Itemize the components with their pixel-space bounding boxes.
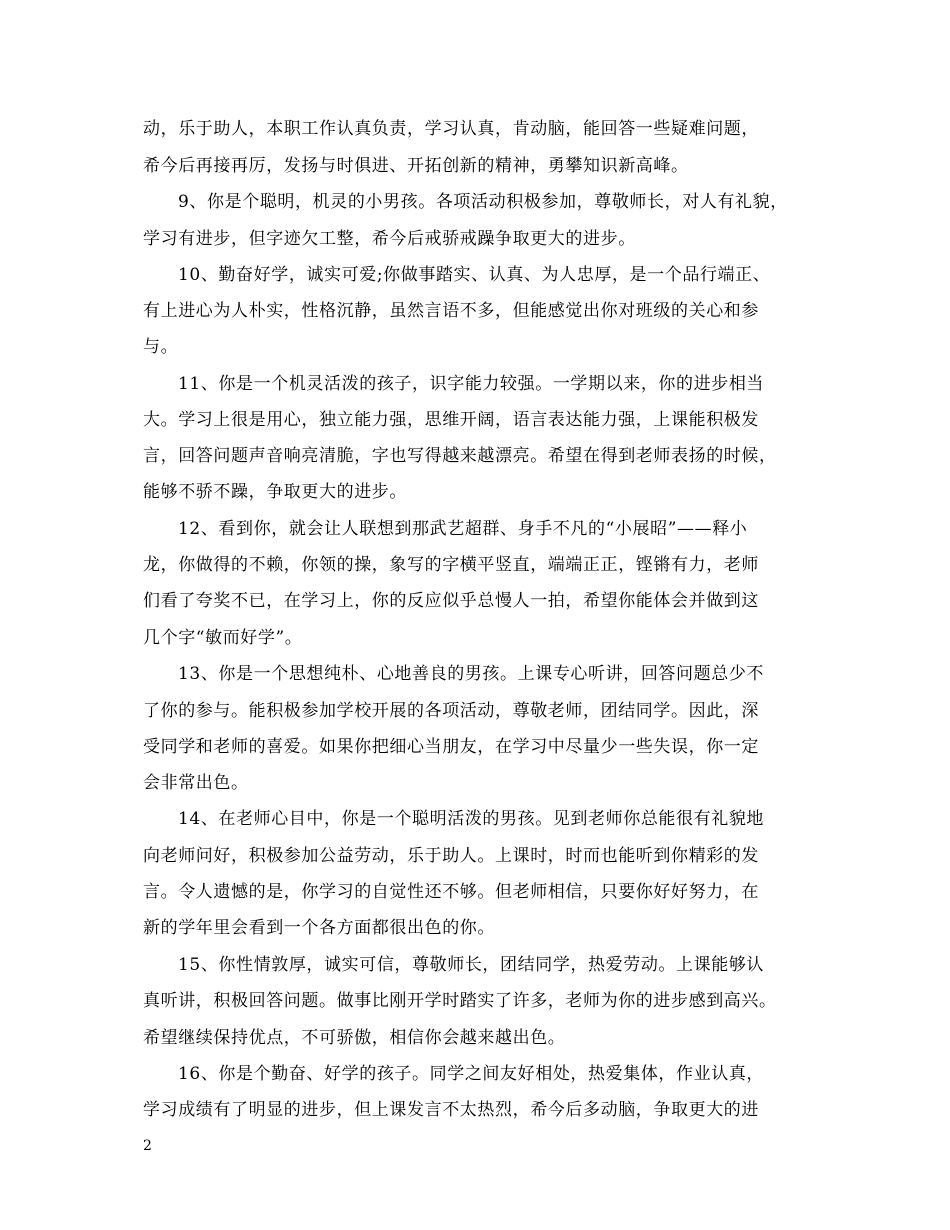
paragraph-12-start: 12、看到你，就会让人联想到那武艺超群、身手不凡的“小展昭”——释小 — [178, 519, 748, 539]
paragraph-16-start: 16、你是个勤奋、好学的孩子。同学之间友好相处，热爱集体，作业认真， — [178, 1064, 765, 1084]
text-line: 新的学年里会看到一个各方面都很出色的你。 — [143, 918, 495, 938]
page-number: 2 — [143, 1138, 152, 1154]
text-line: 向老师问好，积极参加公益劳动，乐于助人。上课时，时而也能听到你精彩的发 — [143, 846, 759, 866]
paragraph-9-start: 9、你是个聪明，机灵的小男孩。各项活动积极参加，尊敬师长，对人有礼貌， — [178, 192, 788, 212]
paragraph-13-start: 13、你是一个思想纯朴、心地善良的男孩。上课专心听讲，回答问题总少不 — [178, 664, 765, 684]
text-line: 真听讲，积极回答问题。做事比刚开学时踏实了许多，老师为你的进步感到高兴。 — [143, 991, 777, 1011]
text-line: 们看了夸奖不已，在学习上，你的反应似乎总慢人一拍，希望你能体会并做到这 — [143, 591, 759, 611]
text-line: 希望继续保持优点，不可骄傲，相信你会越来越出色。 — [143, 1028, 566, 1048]
text-line: 会非常出色。 — [143, 773, 249, 793]
text-line: 受同学和老师的喜爱。如果你把细心当朋友，在学习中尽量少一些失误，你一定 — [143, 737, 759, 757]
text-line: 希今后再接再厉，发扬与时俱进、开拓创新的精神，勇攀知识新高峰。 — [143, 156, 689, 176]
text-line: 与。 — [143, 337, 179, 357]
paragraph-10-start: 10、勤奋好学，诚实可爱;你做事踏实、认真、为人忠厚，是一个品行端正、 — [178, 265, 771, 285]
paragraph-15-start: 15、你性情敦厚，诚实可信，尊敬师长，团结同学，热爱劳动。上课能够认 — [178, 955, 765, 975]
text-line: 龙，你做得的不赖，你领的操，象写的字横平竖直，端端正正，铿锵有力，老师 — [143, 555, 759, 575]
text-line: 学习有进步，但字迹欠工整，希今后戒骄戒躁争取更大的进步。 — [143, 229, 636, 249]
text-line: 几个字“敏而好学”。 — [143, 628, 303, 648]
text-line: 动，乐于助人，本职工作认真负责，学习认真，肯动脑，能回答一些疑难问题， — [143, 119, 759, 139]
text-line: 大。学习上很是用心，独立能力强，思维开阔，语言表达能力强，上课能积极发 — [143, 410, 759, 430]
text-line: 有上进心为人朴实，性格沉静，虽然言语不多，但能感觉出你对班级的关心和参 — [143, 301, 759, 321]
paragraph-11-start: 11、你是一个机灵活泼的孩子，识字能力较强。一学期以来，你的进步相当 — [178, 374, 765, 394]
text-line: 了你的参与。能积极参加学校开展的各项活动，尊敬老师，团结同学。因此，深 — [143, 701, 759, 721]
text-line: 学习成绩有了明显的进步，但上课发言不太热烈，希今后多动脑，争取更大的进 — [143, 1100, 759, 1120]
text-line: 言。令人遗憾的是，你学习的自觉性还不够。但老师相信，只要你好好努力，在 — [143, 882, 759, 902]
paragraph-14-start: 14、在老师心目中，你是一个聪明活泼的男孩。见到老师你总能很有礼貌地 — [178, 809, 765, 829]
text-line: 能够不骄不躁，争取更大的进步。 — [143, 482, 407, 502]
text-line: 言，回答问题声音响亮清脆，字也写得越来越漂亮。希望在得到老师表扬的时候， — [143, 446, 777, 466]
